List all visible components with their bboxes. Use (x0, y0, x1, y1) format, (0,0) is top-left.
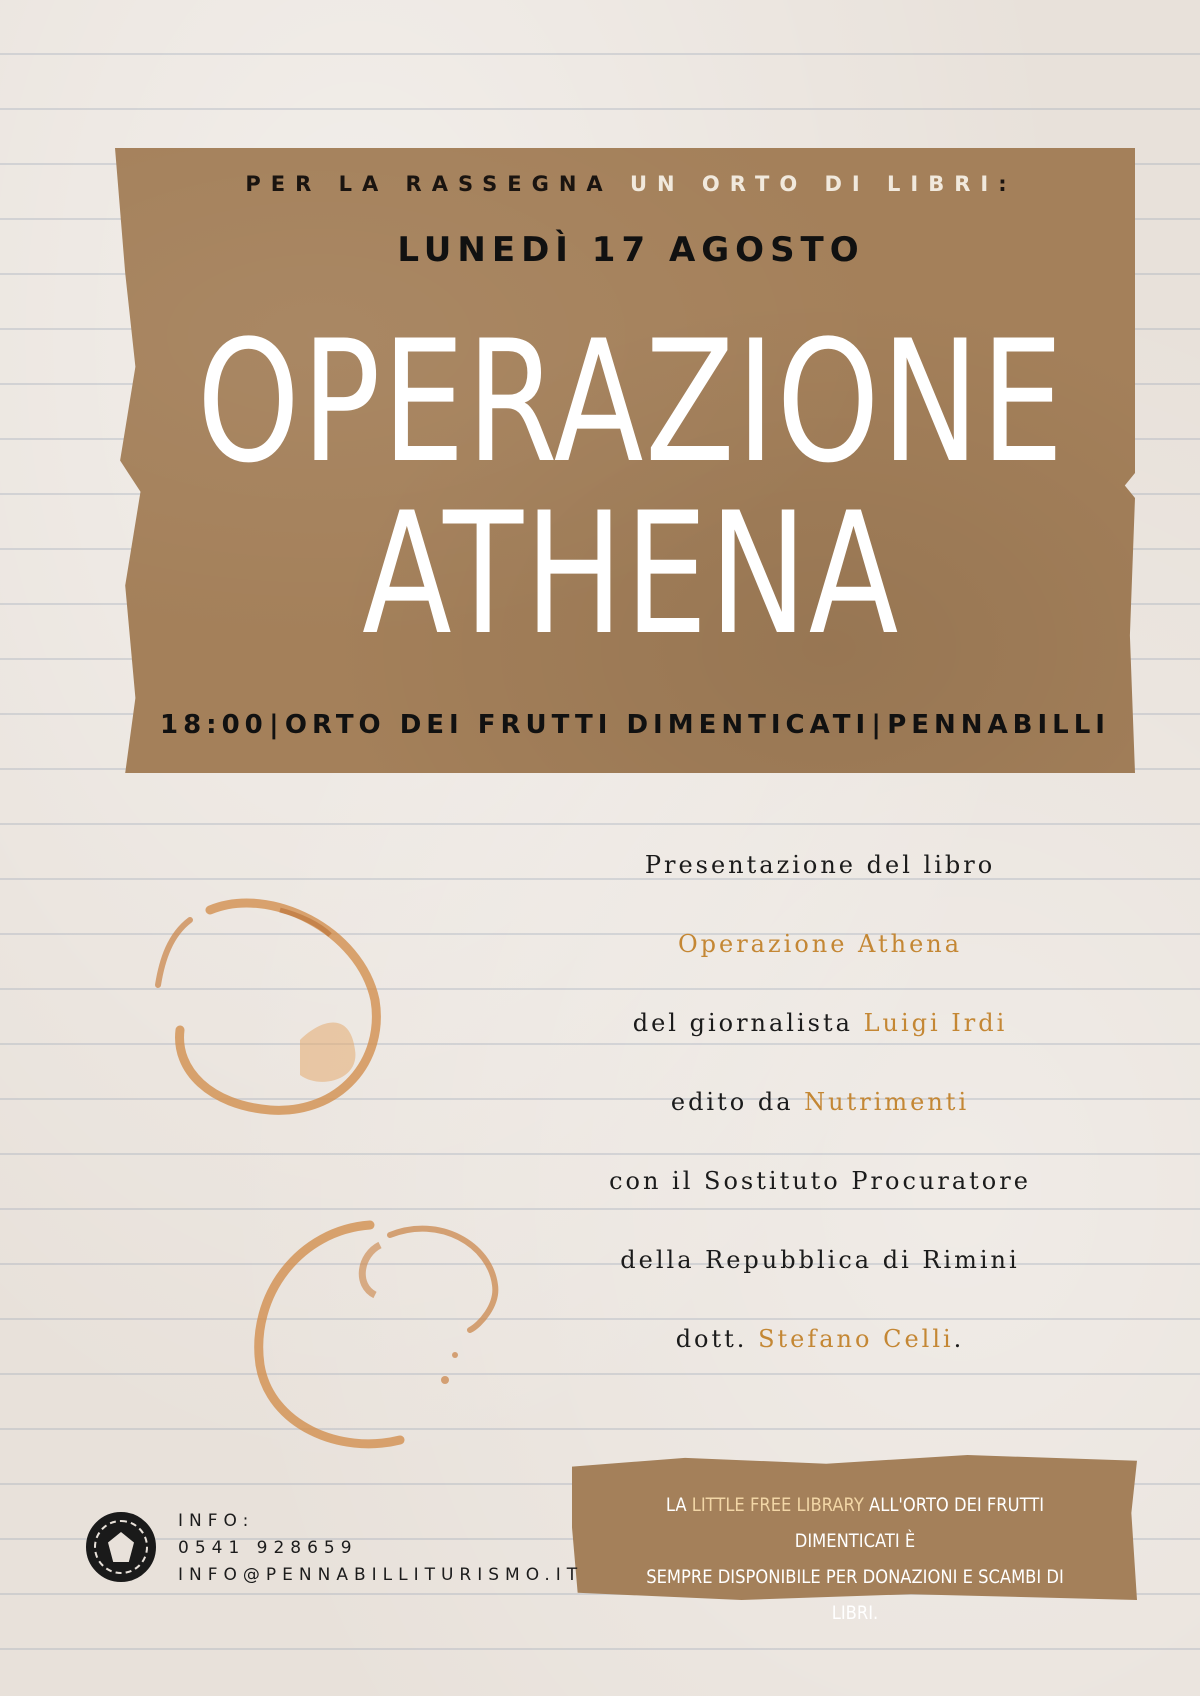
event-description (560, 850, 1080, 1403)
kicker-text: PER LA RASSEGNA (245, 172, 613, 196)
event-info-line (160, 710, 1110, 740)
event-location: ORTO DEI FRUTTI DIMENTICATI (284, 710, 871, 740)
note-line-2: SEMPRE DISPONIBILE PER DONAZIONI E SCAMBI DI LIBRI. (646, 1566, 1064, 1624)
note-text: LA (665, 1494, 687, 1516)
kicker-colon: : (998, 172, 1017, 196)
title-line-1: OPERAZIONE (196, 304, 1066, 500)
contact-phone: 0541 928659 (178, 1538, 358, 1558)
description-text: Presentazione del libro (644, 851, 996, 879)
note-line-1 (623, 1487, 1087, 1559)
description-text: . (953, 1325, 965, 1353)
author-name: Luigi Irdi (863, 1009, 1008, 1037)
contact-info (178, 1508, 583, 1589)
description-text: del giornalista (632, 1009, 853, 1037)
contact-label: INFO: (178, 1511, 255, 1531)
contact-email: INFO@PENNABILLITURISMO.IT (178, 1565, 584, 1585)
description-line (560, 1087, 1080, 1166)
separator: | (871, 710, 886, 740)
description-line (560, 1166, 1080, 1245)
separator: | (269, 710, 284, 740)
coffee-stain-decoration (150, 890, 410, 1130)
municipal-seal-icon (86, 1512, 156, 1582)
description-text: edito da (670, 1088, 794, 1116)
event-town: PENNABILLI (887, 710, 1110, 740)
guest-name: Stefano Celli (758, 1325, 954, 1353)
description-line (560, 1008, 1080, 1087)
book-title: Operazione Athena (677, 930, 963, 958)
description-text: della Repubblica di Rimini (620, 1246, 1020, 1274)
publisher-name: Nutrimenti (804, 1088, 970, 1116)
library-note (623, 1487, 1087, 1631)
event-kicker (0, 172, 1200, 196)
description-line (560, 850, 1080, 929)
event-time: 18:00 (160, 710, 268, 740)
description-line (560, 929, 1080, 1008)
coffee-stain-decoration (240, 1205, 510, 1465)
library-name: LITTLE FREE LIBRARY (691, 1494, 864, 1516)
note-text: ALL'ORTO DEI FRUTTI DIMENTICATI È (794, 1494, 1045, 1552)
description-text: dott. (675, 1325, 748, 1353)
description-line (560, 1245, 1080, 1324)
series-name: UN ORTO DI LIBRI (629, 172, 999, 196)
description-text: con il Sostituto Procuratore (609, 1167, 1031, 1195)
event-date: LUNEDÌ 17 AGOSTO (397, 230, 865, 270)
description-line (560, 1324, 1080, 1403)
title-line-2: ATHENA (362, 476, 900, 672)
